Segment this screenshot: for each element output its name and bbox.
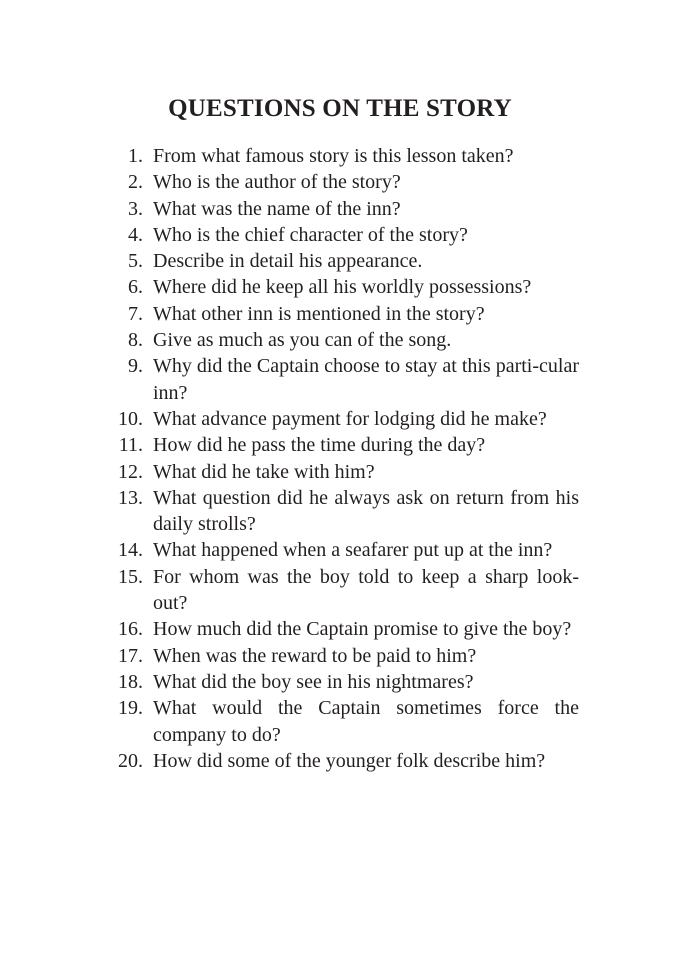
question-text: Describe in detail his appearance.	[153, 250, 423, 273]
question-item	[107, 301, 579, 327]
question-item	[107, 169, 579, 195]
question-text: How did he pass the time during the day?	[153, 434, 486, 457]
question-number: 9.	[128, 355, 143, 378]
question-number: 18.	[118, 670, 143, 693]
question-item	[107, 564, 579, 617]
question-item	[107, 274, 579, 300]
question-item	[107, 353, 579, 406]
question-item	[107, 143, 579, 169]
question-text: What was the name of the inn?	[153, 197, 401, 220]
question-text: Who is the chief character of the story?	[153, 223, 468, 246]
question-item	[107, 327, 579, 353]
question-item	[107, 643, 579, 669]
question-number: 2.	[128, 171, 143, 194]
question-item	[107, 669, 579, 695]
question-item	[107, 748, 579, 774]
question-number: 12.	[118, 460, 143, 483]
question-item	[107, 222, 579, 248]
question-text: Where did he keep all his worldly possessions?	[153, 276, 532, 299]
question-item	[107, 248, 579, 274]
question-item	[107, 695, 579, 748]
question-number: 13.	[118, 486, 143, 509]
question-text: What did he take with him?	[153, 460, 375, 483]
question-item	[107, 432, 579, 458]
question-item	[107, 459, 579, 485]
question-number: 6.	[128, 276, 143, 299]
question-number: 17.	[118, 644, 143, 667]
question-item	[107, 485, 579, 538]
page-title: QUESTIONS ON THE STORY	[168, 95, 512, 122]
question-number: 1.	[128, 145, 143, 167]
question-text: Give as much as you can of the song.	[153, 329, 452, 352]
question-text: When was the reward to be paid to him?	[153, 644, 477, 667]
question-text: How much did the Captain promise to give the boy?	[153, 618, 572, 641]
question-number: 14.	[118, 539, 143, 562]
question-text: Who is the author of the story?	[153, 171, 401, 194]
question-list	[107, 143, 579, 774]
question-text: What advance payment for lodging did he make?	[153, 407, 547, 430]
question-number: 20.	[118, 749, 143, 772]
question-text: What did the boy see in his nightmares?	[153, 670, 474, 693]
question-text: Why did the Captain choose to stay at this parti-cular inn?	[153, 355, 579, 404]
question-text: What happened when a seafarer put up at the inn?	[153, 539, 553, 562]
question-text: How did some of the younger folk describe him?	[153, 749, 546, 772]
question-text: What would the Captain sometimes force the company to do?	[153, 697, 579, 746]
question-text: What question did he always ask on return from his daily strolls?	[153, 486, 579, 536]
question-number: 15.	[118, 565, 143, 588]
question-number: 10.	[118, 407, 143, 430]
question-text: From what famous story is this lesson taken?	[153, 145, 514, 167]
question-item	[107, 616, 579, 642]
question-number: 7.	[128, 302, 143, 325]
question-text: For whom was the boy told to keep a sharp look-out?	[153, 565, 579, 615]
question-number: 19.	[118, 697, 143, 720]
question-item	[107, 406, 579, 432]
question-number: 11.	[118, 434, 143, 457]
question-item	[107, 196, 579, 222]
question-item	[107, 537, 579, 563]
question-number: 16.	[118, 618, 143, 641]
question-number: 4.	[128, 223, 143, 246]
question-number: 3.	[128, 197, 143, 220]
question-number: 5.	[128, 250, 143, 273]
question-number: 8.	[128, 329, 143, 352]
question-text: What other inn is mentioned in the story?	[153, 302, 485, 325]
